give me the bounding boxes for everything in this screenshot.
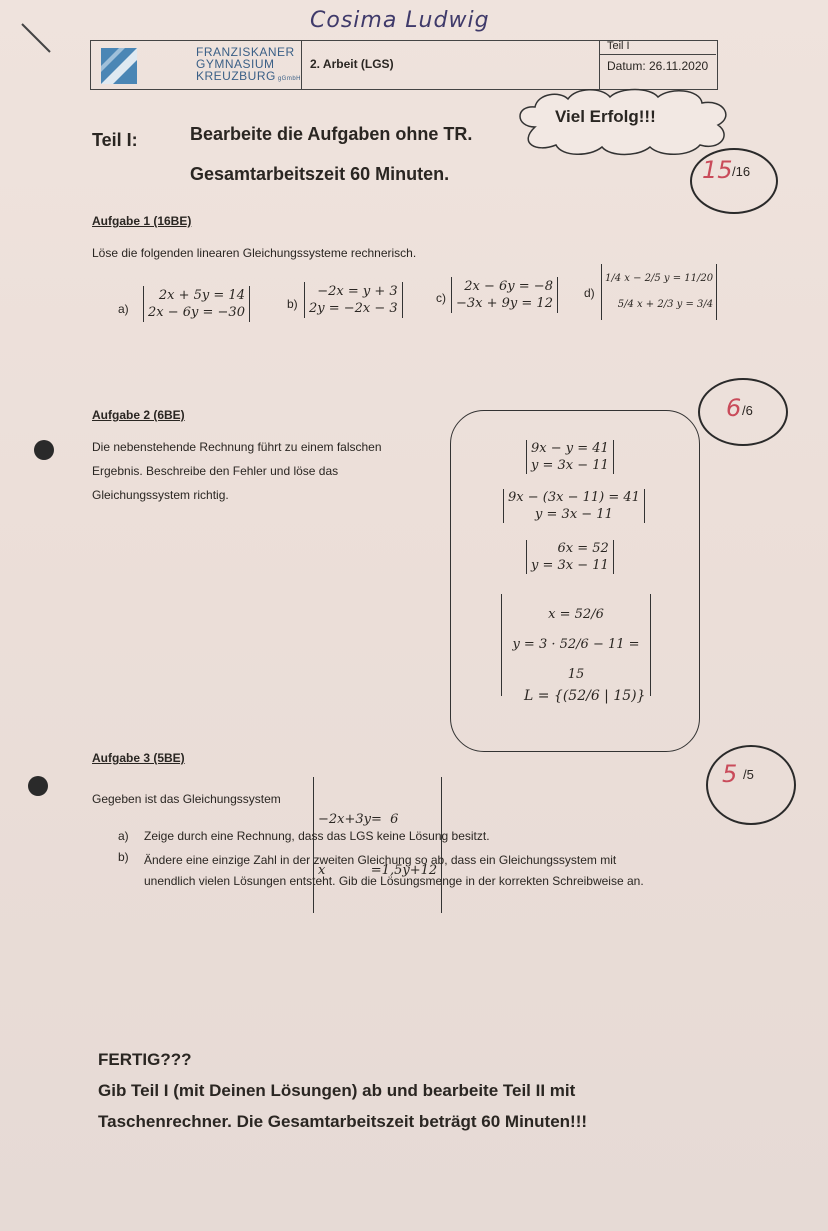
aufgabe3-system: [313, 777, 442, 913]
system-d: [601, 264, 717, 320]
total-score-max: /16: [732, 164, 751, 179]
aufgabe3-eq1: −2x+3y= 6: [318, 812, 399, 827]
a3-task-b-line1: Ändere eine einzige Zahl in der zweiten Gleichung so ab, dass ein Gleichungssystem mit: [144, 853, 617, 867]
aufgabe2-line3: Gleichungssystem richtig.: [92, 488, 229, 502]
a3-score-max: /5: [743, 767, 754, 782]
system-c-eq2: −3x + 9y = 12: [456, 296, 553, 311]
exam-title: 2. Arbeit (LGS): [310, 57, 394, 71]
aufgabe3-text: Gegeben ist das Gleichungssystem: [92, 792, 281, 806]
calc-step1: [526, 440, 614, 474]
aufgabe2-line1: Die nebenstehende Rechnung führt zu einem falschen: [92, 440, 382, 454]
punch-hole: [28, 776, 48, 796]
system-a-eq2: 2x − 6y = −30: [148, 305, 245, 320]
calc-step2: [503, 489, 645, 523]
aufgabe1-title: Aufgabe 1 (16BE): [92, 214, 192, 228]
footer-line3: Taschenrechner. Die Gesamtarbeitszeit beträgt 60 Minuten!!!: [98, 1112, 588, 1131]
calc-step1-eq2: y = 3x − 11: [531, 458, 609, 473]
part-cell: [599, 41, 716, 55]
system-c: [451, 277, 558, 313]
time-heading: Gesamtarbeitszeit 60 Minuten.: [190, 164, 450, 184]
school-cell: [91, 41, 302, 89]
school-logo-icon: [99, 46, 139, 86]
school-line2: GYMNASIUM: [196, 57, 275, 71]
a2-score-got: 6: [726, 394, 742, 422]
system-b-eq2: 2y = −2x − 3: [309, 301, 398, 316]
a3-task-a: Zeige durch eine Rechnung, dass das LGS keine Lösung besitzt.: [144, 829, 490, 843]
date-label: Datum: 26.11.2020: [607, 59, 709, 73]
footer-line2: Gib Teil I (mit Deinen Lösungen) ab und bearbeite Teil II mit: [98, 1081, 576, 1100]
aufgabe3-eq2: x =1,5y+12: [318, 863, 438, 878]
calc-step3-eq2: y = 3x − 11: [531, 558, 609, 573]
calc-step2-eq2: y = 3x − 11: [535, 507, 613, 522]
system-b: [304, 282, 403, 318]
footer-note: [98, 1044, 587, 1137]
part-heading: Teil I:: [92, 130, 138, 150]
aufgabe2-title: Aufgabe 2 (6BE): [92, 408, 185, 422]
a3-label-a: a): [118, 829, 129, 843]
part-label: Teil I: [607, 40, 630, 52]
instruction-heading: Bearbeite die Aufgaben ohne TR.: [190, 124, 473, 144]
school-line1: FRANZISKANER: [196, 45, 295, 59]
header-table: [90, 40, 718, 90]
a1-label-d: d): [584, 286, 595, 300]
system-d-eq1: 1/4 x − 2/5 y = 11/20: [605, 273, 714, 284]
calc-step4: [501, 594, 651, 696]
system-c-eq1: 2x − 6y = −8: [464, 279, 553, 294]
aufgabe2-line2: Ergebnis. Beschreibe den Fehler und löse das: [92, 464, 339, 478]
a3-score-got: 5: [722, 760, 738, 788]
aufgabe3-title: Aufgabe 3 (5BE): [92, 751, 185, 765]
school-name: [196, 46, 301, 85]
calc-step2-eq1: 9x − (3x − 11) = 41: [508, 490, 640, 505]
a3-label-b: b): [118, 850, 129, 864]
system-b-eq1: −2x = y + 3: [317, 284, 398, 299]
calc-solution: L = {(52/6 | 15)}: [524, 688, 646, 704]
a3-task-b-line2: unendlich vielen Lösungen entsteht. Gib die Lösungsmenge in der korrekten Schreibweise an.: [144, 874, 644, 888]
school-line3-text: KREUZBURG: [196, 69, 276, 83]
a3-score-circle: [706, 745, 796, 825]
a1-label-a: a): [118, 302, 129, 316]
calc-step4-eq2: y = 3 · 52/6 − 11 = 15: [512, 637, 640, 682]
aufgabe1-text: Löse die folgenden linearen Gleichungssysteme rechnerisch.: [92, 246, 417, 260]
a2-score-max: /6: [742, 403, 753, 418]
pencil-mark: [18, 20, 58, 60]
calc-step3-eq1: 6x = 52: [557, 541, 609, 556]
total-score-got: 15: [702, 156, 733, 184]
calc-step4-eq1: x = 52/6: [548, 607, 604, 622]
system-a-eq1: 2x + 5y = 14: [158, 288, 245, 303]
cloud-text: Viel Erfolg!!!: [555, 107, 656, 126]
calc-step1-eq1: 9x − y = 41: [531, 441, 609, 456]
footer-line1: FERTIG???: [98, 1050, 192, 1069]
student-name: Cosima Ludwig: [310, 8, 490, 33]
a3-task-b: [144, 850, 644, 892]
aufgabe2-text: [92, 435, 382, 507]
system-d-eq2: 5/4 x + 2/3 y = 3/4: [617, 299, 714, 310]
a1-label-b: b): [287, 297, 298, 311]
punch-hole: [34, 440, 54, 460]
school-line3: [196, 70, 301, 85]
exam-cell: [301, 41, 600, 89]
calc-step3: [526, 540, 614, 574]
school-suffix: gGmbH: [277, 76, 302, 82]
system-a: [143, 286, 250, 322]
a1-label-c: c): [436, 291, 446, 305]
